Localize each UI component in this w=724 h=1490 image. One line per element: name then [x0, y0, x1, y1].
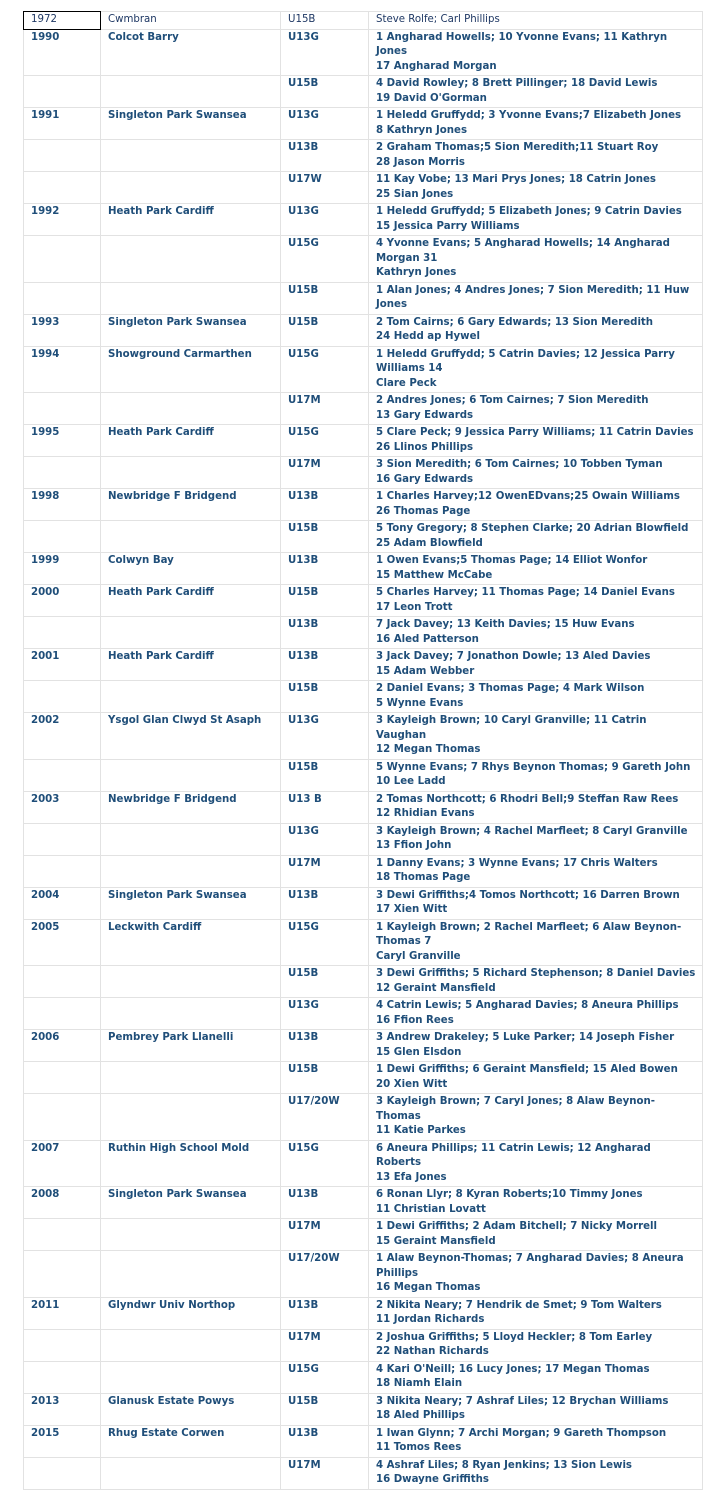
placings-cell: 3 Kayleigh Brown; 10 Caryl Granville; 11 Catrin Vaughan 12 Megan Thomas	[369, 713, 703, 760]
category-cell: U15B	[281, 12, 369, 30]
placings-cell: 2 Graham Thomas;5 Sion Meredith;11 Stuart Roy 28 Jason Morris	[369, 140, 703, 172]
placings-cell: 3 Sion Meredith; 6 Tom Cairnes; 10 Tobben Tyman 16 Gary Edwards	[369, 457, 703, 489]
year-cell	[24, 393, 101, 425]
category-cell: U15G	[281, 346, 369, 393]
year-cell: 2000	[24, 585, 101, 617]
category-cell: U13B	[281, 1030, 369, 1062]
year-cell	[24, 282, 101, 314]
placings-cell: 1 Danny Evans; 3 Wynne Evans; 17 Chris Walters 18 Thomas Page	[369, 855, 703, 887]
table-row	[24, 759, 703, 791]
category-cell: U17W	[281, 172, 369, 204]
table-row	[24, 457, 703, 489]
table-row	[24, 1425, 703, 1457]
placings-cell: 4 Catrin Lewis; 5 Angharad Davies; 8 Aneura Phillips 16 Ffion Rees	[369, 998, 703, 1030]
year-cell: 2015	[24, 1425, 101, 1457]
category-cell: U15B	[281, 521, 369, 553]
category-cell: U15B	[281, 76, 369, 108]
year-cell	[24, 172, 101, 204]
table-row	[24, 1140, 703, 1187]
category-cell: U15G	[281, 919, 369, 966]
placings-cell: 4 Kari O'Neill; 16 Lucy Jones; 17 Megan Thomas 18 Niamh Elain	[369, 1361, 703, 1393]
year-cell	[24, 521, 101, 553]
year-cell	[24, 823, 101, 855]
table-row	[24, 1361, 703, 1393]
year-cell	[24, 1457, 101, 1489]
category-cell: U15B	[281, 314, 369, 346]
category-cell: U15B	[281, 1393, 369, 1425]
table-row	[24, 282, 703, 314]
category-cell: U17/20W	[281, 1094, 369, 1141]
venue-cell	[101, 617, 281, 649]
year-cell: 2013	[24, 1393, 101, 1425]
category-cell: U15B	[281, 681, 369, 713]
category-cell: U15B	[281, 759, 369, 791]
venue-cell	[101, 282, 281, 314]
year-cell	[24, 1062, 101, 1094]
placings-cell: 1 Heledd Gruffydd; 5 Elizabeth Jones; 9 Catrin Davies 15 Jessica Parry Williams	[369, 204, 703, 236]
category-cell: U15B	[281, 585, 369, 617]
venue-cell	[101, 140, 281, 172]
placings-cell: 1 Heledd Gruffydd; 3 Yvonne Evans;7 Elizabeth Jones 8 Kathryn Jones	[369, 108, 703, 140]
table-row	[24, 966, 703, 998]
table-row	[24, 29, 703, 76]
year-cell: 1972	[24, 12, 101, 30]
venue-cell	[101, 457, 281, 489]
year-cell: 2007	[24, 1140, 101, 1187]
table-row	[24, 393, 703, 425]
table-row	[24, 823, 703, 855]
year-cell: 1991	[24, 108, 101, 140]
venue-cell	[101, 1457, 281, 1489]
placings-cell: 1 Angharad Howells; 10 Yvonne Evans; 11 Kathryn Jones 17 Angharad Morgan	[369, 29, 703, 76]
year-cell: 2011	[24, 1297, 101, 1329]
results-table-body	[24, 12, 703, 1490]
year-cell: 1993	[24, 314, 101, 346]
venue-cell	[101, 1329, 281, 1361]
table-row	[24, 1393, 703, 1425]
placings-cell: 3 Kayleigh Brown; 7 Caryl Jones; 8 Alaw Beynon-Thomas 11 Katie Parkes	[369, 1094, 703, 1141]
venue-cell	[101, 759, 281, 791]
year-cell: 2002	[24, 713, 101, 760]
category-cell: U13G	[281, 204, 369, 236]
category-cell: U15G	[281, 1361, 369, 1393]
year-cell	[24, 855, 101, 887]
venue-cell: Heath Park Cardiff	[101, 649, 281, 681]
venue-cell	[101, 1219, 281, 1251]
category-cell: U15G	[281, 425, 369, 457]
venue-cell: Glyndwr Univ Northop	[101, 1297, 281, 1329]
venue-cell: Newbridge F Bridgend	[101, 791, 281, 823]
table-row	[24, 140, 703, 172]
placings-cell: 2 Tom Cairns; 6 Gary Edwards; 13 Sion Meredith 24 Hedd ap Hywel	[369, 314, 703, 346]
table-row	[24, 521, 703, 553]
category-cell: U13B	[281, 649, 369, 681]
venue-cell: Colcot Barry	[101, 29, 281, 76]
year-cell	[24, 998, 101, 1030]
venue-cell: Rhug Estate Corwen	[101, 1425, 281, 1457]
year-cell: 1990	[24, 29, 101, 76]
table-row	[24, 1062, 703, 1094]
category-cell: U13B	[281, 1425, 369, 1457]
table-row	[24, 585, 703, 617]
venue-cell: Pembrey Park Llanelli	[101, 1030, 281, 1062]
year-cell	[24, 76, 101, 108]
year-cell: 2001	[24, 649, 101, 681]
venue-cell	[101, 966, 281, 998]
table-row	[24, 314, 703, 346]
table-row	[24, 236, 703, 283]
placings-cell: 11 Kay Vobe; 13 Mari Prys Jones; 18 Catrin Jones 25 Sian Jones	[369, 172, 703, 204]
year-cell	[24, 617, 101, 649]
table-row	[24, 1219, 703, 1251]
category-cell: U13G	[281, 713, 369, 760]
table-row	[24, 1457, 703, 1489]
placings-cell: 2 Andres Jones; 6 Tom Cairnes; 7 Sion Meredith 13 Gary Edwards	[369, 393, 703, 425]
table-row	[24, 108, 703, 140]
venue-cell	[101, 681, 281, 713]
placings-cell: 2 Daniel Evans; 3 Thomas Page; 4 Mark Wilson 5 Wynne Evans	[369, 681, 703, 713]
category-cell: U13B	[281, 553, 369, 585]
category-cell: U13B	[281, 140, 369, 172]
placings-cell: 6 Aneura Phillips; 11 Catrin Lewis; 12 Angharad Roberts 13 Efa Jones	[369, 1140, 703, 1187]
table-row	[24, 12, 703, 30]
placings-cell: 3 Dewi Griffiths; 5 Richard Stephenson; 8 Daniel Davies 12 Geraint Mansfield	[369, 966, 703, 998]
venue-cell: Singleton Park Swansea	[101, 108, 281, 140]
table-row	[24, 887, 703, 919]
table-row	[24, 204, 703, 236]
table-row	[24, 1329, 703, 1361]
results-table	[23, 11, 703, 1490]
venue-cell	[101, 1361, 281, 1393]
year-cell: 2004	[24, 887, 101, 919]
year-cell: 1995	[24, 425, 101, 457]
category-cell: U13B	[281, 489, 369, 521]
category-cell: U17M	[281, 1457, 369, 1489]
table-row	[24, 172, 703, 204]
table-row	[24, 919, 703, 966]
placings-cell: 1 Dewi Griffiths; 2 Adam Bitchell; 7 Nicky Morrell 15 Geraint Mansfield	[369, 1219, 703, 1251]
venue-cell: Singleton Park Swansea	[101, 314, 281, 346]
table-row	[24, 617, 703, 649]
placings-cell: 2 Tomas Northcott; 6 Rhodri Bell;9 Steffan Raw Rees 12 Rhidian Evans	[369, 791, 703, 823]
placings-cell: 5 Wynne Evans; 7 Rhys Beynon Thomas; 9 Gareth John 10 Lee Ladd	[369, 759, 703, 791]
category-cell: U15G	[281, 236, 369, 283]
placings-cell: 3 Jack Davey; 7 Jonathon Dowle; 13 Aled Davies 15 Adam Webber	[369, 649, 703, 681]
category-cell: U17M	[281, 457, 369, 489]
year-cell	[24, 681, 101, 713]
placings-cell: 4 Yvonne Evans; 5 Angharad Howells; 14 Angharad Morgan 31 Kathryn Jones	[369, 236, 703, 283]
table-row	[24, 1251, 703, 1298]
venue-cell: Singleton Park Swansea	[101, 1187, 281, 1219]
venue-cell: Colwyn Bay	[101, 553, 281, 585]
venue-cell: Cwmbran	[101, 12, 281, 30]
category-cell: U15G	[281, 1140, 369, 1187]
venue-cell	[101, 855, 281, 887]
venue-cell	[101, 393, 281, 425]
placings-cell: 1 Iwan Glynn; 7 Archi Morgan; 9 Gareth Thompson 11 Tomos Rees	[369, 1425, 703, 1457]
table-row	[24, 681, 703, 713]
table-row	[24, 713, 703, 760]
table-row	[24, 791, 703, 823]
year-cell	[24, 1251, 101, 1298]
placings-cell: 1 Charles Harvey;12 OwenEDvans;25 Owain Williams 26 Thomas Page	[369, 489, 703, 521]
year-cell: 2003	[24, 791, 101, 823]
placings-cell: 5 Clare Peck; 9 Jessica Parry Williams; 11 Catrin Davies 26 Llinos Phillips	[369, 425, 703, 457]
placings-cell: 1 Heledd Gruffydd; 5 Catrin Davies; 12 Jessica Parry Williams 14 Clare Peck	[369, 346, 703, 393]
year-cell	[24, 140, 101, 172]
category-cell: U13B	[281, 887, 369, 919]
venue-cell	[101, 1094, 281, 1141]
year-cell: 2008	[24, 1187, 101, 1219]
table-row	[24, 489, 703, 521]
placings-cell: 5 Charles Harvey; 11 Thomas Page; 14 Daniel Evans 17 Leon Trott	[369, 585, 703, 617]
category-cell: U13G	[281, 29, 369, 76]
placings-cell: 3 Andrew Drakeley; 5 Luke Parker; 14 Joseph Fisher 15 Glen Elsdon	[369, 1030, 703, 1062]
table-row	[24, 425, 703, 457]
venue-cell	[101, 76, 281, 108]
category-cell: U17M	[281, 1329, 369, 1361]
year-cell: 1994	[24, 346, 101, 393]
category-cell: U15B	[281, 282, 369, 314]
category-cell: U13 B	[281, 791, 369, 823]
table-row	[24, 346, 703, 393]
placings-cell: 3 Nikita Neary; 7 Ashraf Liles; 12 Brychan Williams 18 Aled Phillips	[369, 1393, 703, 1425]
venue-cell: Heath Park Cardiff	[101, 204, 281, 236]
year-cell: 1999	[24, 553, 101, 585]
placings-cell: 4 Ashraf Liles; 8 Ryan Jenkins; 13 Sion Lewis 16 Dwayne Griffiths	[369, 1457, 703, 1489]
venue-cell: Leckwith Cardiff	[101, 919, 281, 966]
venue-cell: Showground Carmarthen	[101, 346, 281, 393]
table-row	[24, 553, 703, 585]
category-cell: U17M	[281, 1219, 369, 1251]
table-row	[24, 649, 703, 681]
category-cell: U13B	[281, 1297, 369, 1329]
venue-cell: Heath Park Cardiff	[101, 425, 281, 457]
year-cell	[24, 966, 101, 998]
placings-cell: 1 Owen Evans;5 Thomas Page; 14 Elliot Wonfor 15 Matthew McCabe	[369, 553, 703, 585]
category-cell: U13B	[281, 1187, 369, 1219]
year-cell	[24, 457, 101, 489]
placings-cell: 3 Kayleigh Brown; 4 Rachel Marfleet; 8 Caryl Granville 13 Ffion John	[369, 823, 703, 855]
year-cell	[24, 1361, 101, 1393]
year-cell: 2006	[24, 1030, 101, 1062]
venue-cell: Singleton Park Swansea	[101, 887, 281, 919]
table-row	[24, 76, 703, 108]
year-cell	[24, 1329, 101, 1361]
placings-cell: 1 Kayleigh Brown; 2 Rachel Marfleet; 6 Alaw Beynon-Thomas 7 Caryl Granville	[369, 919, 703, 966]
table-row	[24, 855, 703, 887]
venue-cell	[101, 1251, 281, 1298]
year-cell: 2005	[24, 919, 101, 966]
year-cell	[24, 236, 101, 283]
year-cell	[24, 759, 101, 791]
placings-cell: 4 David Rowley; 8 Brett Pillinger; 18 David Lewis 19 David O'Gorman	[369, 76, 703, 108]
venue-cell	[101, 998, 281, 1030]
category-cell: U15B	[281, 966, 369, 998]
category-cell: U13G	[281, 108, 369, 140]
venue-cell	[101, 823, 281, 855]
category-cell: U17/20W	[281, 1251, 369, 1298]
table-row	[24, 1094, 703, 1141]
venue-cell: Newbridge F Bridgend	[101, 489, 281, 521]
table-row	[24, 1297, 703, 1329]
venue-cell: Ruthin High School Mold	[101, 1140, 281, 1187]
placings-cell: Steve Rolfe; Carl Phillips	[369, 12, 703, 30]
placings-cell: 5 Tony Gregory; 8 Stephen Clarke; 20 Adrian Blowfield 25 Adam Blowfield	[369, 521, 703, 553]
venue-cell: Ysgol Glan Clwyd St Asaph	[101, 713, 281, 760]
placings-cell: 2 Nikita Neary; 7 Hendrik de Smet; 9 Tom Walters 11 Jordan Richards	[369, 1297, 703, 1329]
venue-cell: Glanusk Estate Powys	[101, 1393, 281, 1425]
category-cell: U17M	[281, 855, 369, 887]
venue-cell	[101, 1062, 281, 1094]
placings-cell: 1 Dewi Griffiths; 6 Geraint Mansfield; 15 Aled Bowen 20 Xien Witt	[369, 1062, 703, 1094]
year-cell	[24, 1219, 101, 1251]
venue-cell	[101, 521, 281, 553]
category-cell: U13B	[281, 617, 369, 649]
venue-cell	[101, 236, 281, 283]
placings-cell: 3 Dewi Griffiths;4 Tomos Northcott; 16 Darren Brown 17 Xien Witt	[369, 887, 703, 919]
category-cell: U17M	[281, 393, 369, 425]
year-cell	[24, 1094, 101, 1141]
year-cell: 1998	[24, 489, 101, 521]
placings-cell: 1 Alaw Beynon-Thomas; 7 Angharad Davies; 8 Aneura Phillips 16 Megan Thomas	[369, 1251, 703, 1298]
venue-cell	[101, 172, 281, 204]
category-cell: U15B	[281, 1062, 369, 1094]
placings-cell: 2 Joshua Griffiths; 5 Lloyd Heckler; 8 Tom Earley 22 Nathan Richards	[369, 1329, 703, 1361]
placings-cell: 6 Ronan Llyr; 8 Kyran Roberts;10 Timmy Jones 11 Christian Lovatt	[369, 1187, 703, 1219]
table-row	[24, 998, 703, 1030]
venue-cell: Heath Park Cardiff	[101, 585, 281, 617]
placings-cell: 7 Jack Davey; 13 Keith Davies; 15 Huw Evans 16 Aled Patterson	[369, 617, 703, 649]
category-cell: U13G	[281, 823, 369, 855]
table-row	[24, 1187, 703, 1219]
table-row	[24, 1030, 703, 1062]
placings-cell: 1 Alan Jones; 4 Andres Jones; 7 Sion Meredith; 11 Huw Jones	[369, 282, 703, 314]
year-cell: 1992	[24, 204, 101, 236]
category-cell: U13G	[281, 998, 369, 1030]
